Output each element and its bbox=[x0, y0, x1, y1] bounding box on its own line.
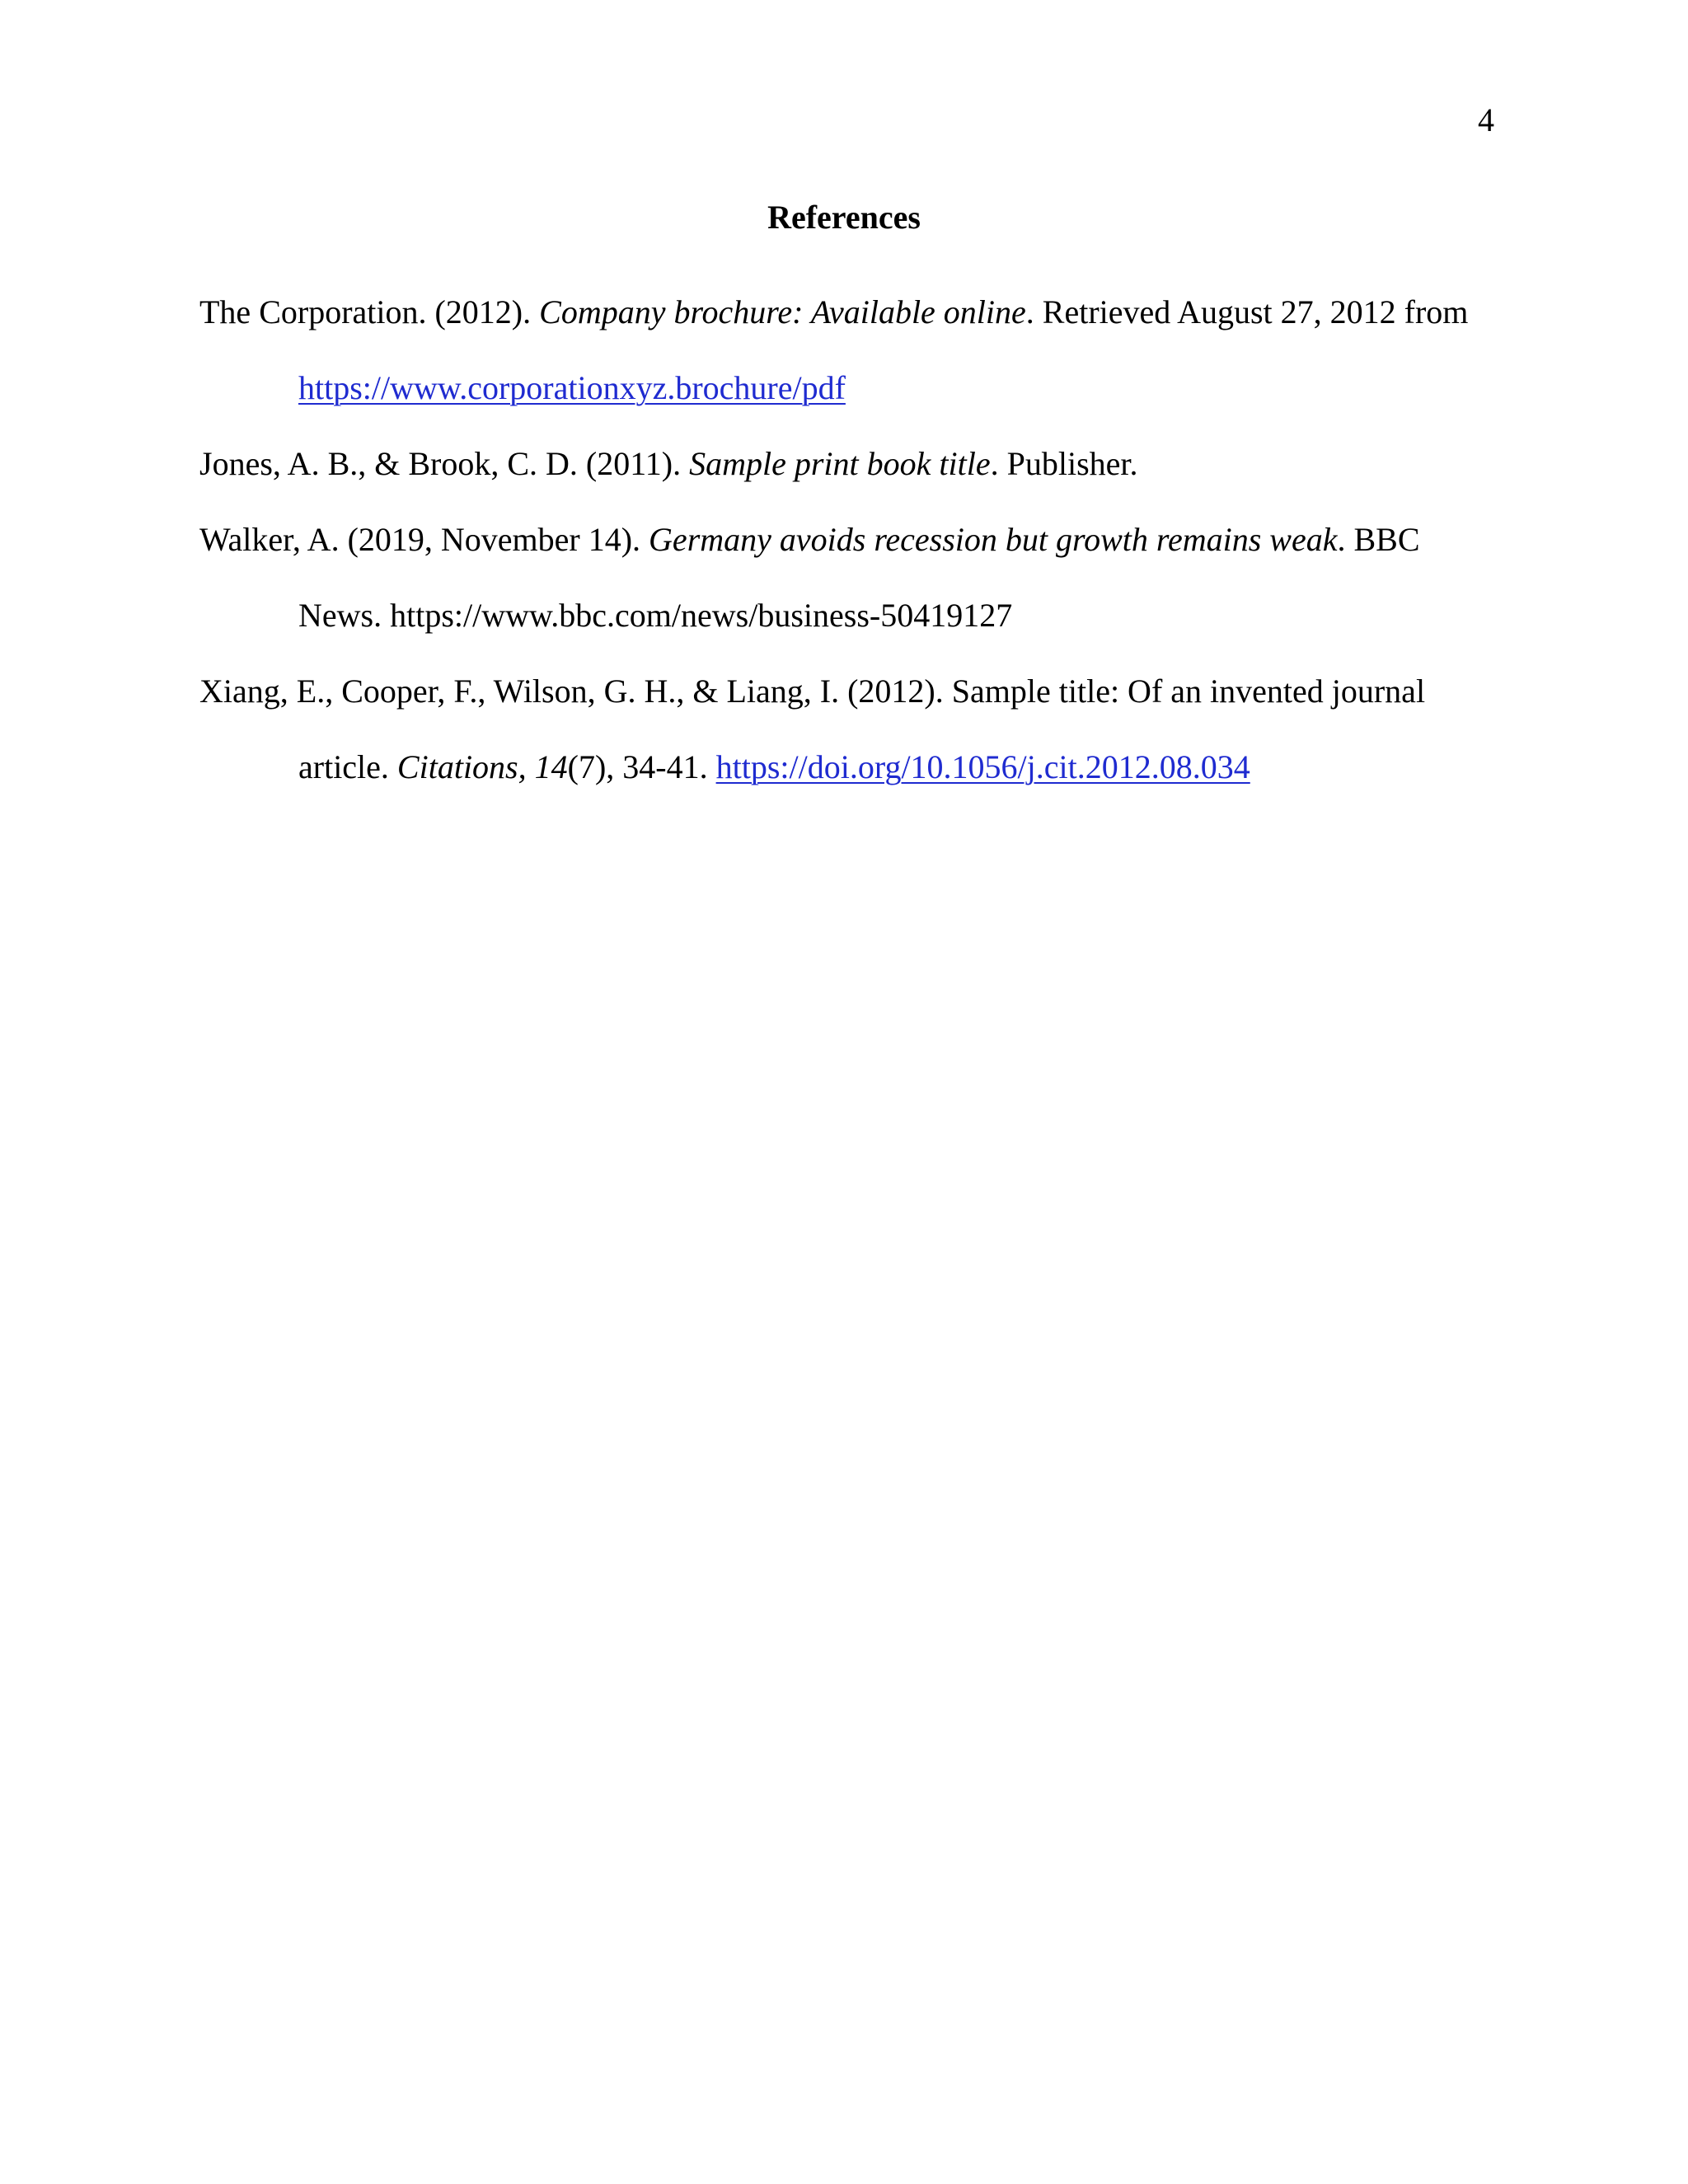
reference-doi-link[interactable]: https://doi.org/10.1056/j.cit.2012.08.034 bbox=[715, 748, 1250, 785]
reference-journal: Citations, 14 bbox=[396, 748, 568, 785]
reference-title: Company brochure: Available online bbox=[539, 293, 1026, 330]
reference-issue-pages: (7), 34-41. bbox=[567, 748, 716, 785]
reference-title: Germany avoids recession but growth remains weak bbox=[649, 521, 1338, 558]
page-number: 4 bbox=[1478, 101, 1494, 138]
reference-author-date: The Corporation. (2012). bbox=[199, 293, 540, 330]
reference-author-date-title: Xiang, E., Cooper, F., Wilson, G. H., & Liang, I. (2012). Sample title: Of an invented journal article. bbox=[199, 673, 1426, 785]
reference-title: Sample print book title bbox=[689, 445, 991, 482]
reference-entry-corporation bbox=[199, 274, 1502, 426]
reference-author-date: Jones, A. B., & Brook, C. D. (2011). bbox=[199, 445, 690, 482]
reference-list bbox=[199, 274, 1502, 805]
reference-entry-jones bbox=[199, 426, 1502, 502]
reference-retrieval: . Retrieved August 27, 2012 from bbox=[1025, 293, 1469, 330]
reference-author-date: Walker, A. (2019, November 14). bbox=[199, 521, 649, 558]
reference-source: . BBC News. https://www.bbc.com/news/business-50419127 bbox=[298, 521, 1420, 634]
reference-link[interactable]: https://www.corporationxyz.brochure/pdf bbox=[298, 369, 846, 406]
references-heading: References bbox=[767, 199, 921, 236]
reference-publisher: . Publisher. bbox=[990, 445, 1138, 482]
reference-entry-walker bbox=[199, 502, 1502, 654]
reference-entry-xiang bbox=[199, 654, 1502, 805]
